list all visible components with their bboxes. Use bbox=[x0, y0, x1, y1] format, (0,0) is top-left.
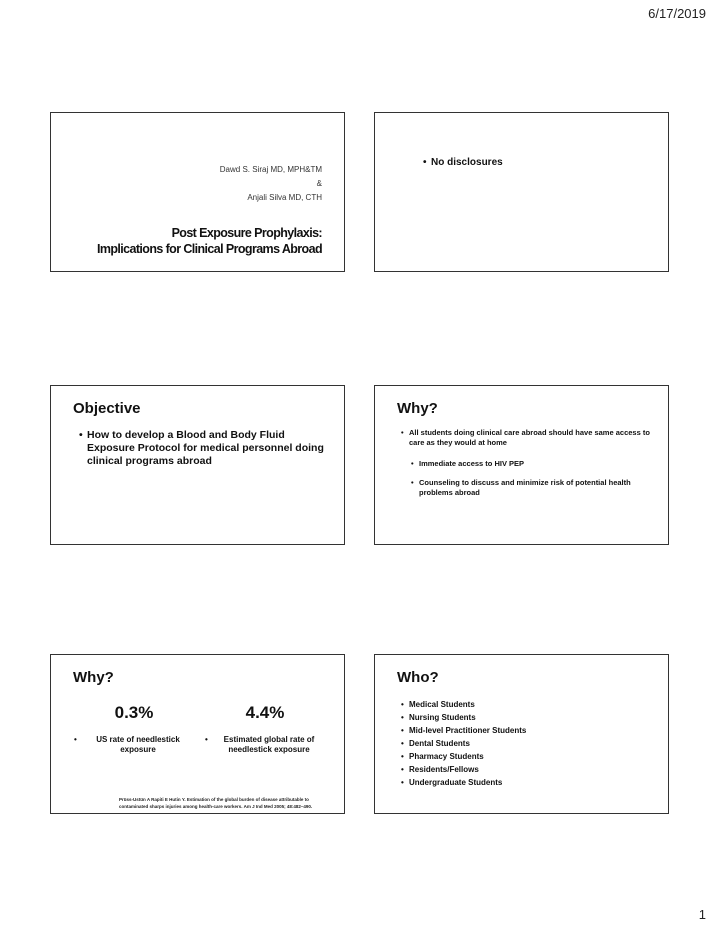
stat-value: 4.4% bbox=[245, 703, 285, 722]
list-item: • Undergraduate Students bbox=[401, 776, 526, 789]
author-line: Anjali Silva MD, CTH bbox=[247, 193, 322, 202]
slide-heading: Why? bbox=[73, 669, 114, 686]
list-item: • Pharmacy Students bbox=[401, 750, 526, 763]
disclosure-list bbox=[423, 157, 503, 168]
slide-why-stats bbox=[50, 654, 345, 814]
stat-global-rate bbox=[205, 703, 325, 755]
slide-heading: Who? bbox=[397, 669, 439, 686]
objective-list bbox=[79, 429, 329, 468]
slide-title bbox=[50, 112, 345, 272]
title-line: Post Exposure Prophylaxis: bbox=[171, 226, 322, 240]
slide-heading: Why? bbox=[397, 400, 438, 417]
list-item: • No disclosures bbox=[423, 157, 503, 168]
slide-why-access bbox=[374, 385, 669, 545]
citation-line: Prüss-Ustün A Rapiti E Hutin Y. Estimation of the global burden of disease attributable to bbox=[119, 797, 309, 802]
slide-heading: Objective bbox=[73, 400, 141, 417]
page-number: 1 bbox=[698, 907, 706, 922]
author-line: Dawd S. Siraj MD, MPH&TM bbox=[219, 165, 322, 174]
why-list bbox=[401, 428, 656, 502]
slide-authors bbox=[220, 163, 322, 205]
list-item: • How to develop a Blood and Body Fluid Exposure Protocol for medical personnel doing clinical programs abroad bbox=[79, 429, 329, 468]
list-item: • Nursing Students bbox=[401, 711, 526, 724]
list-item: • All students doing clinical care abroad should have same access to care as they would at home bbox=[401, 428, 656, 448]
list-item: • Medical Students bbox=[401, 698, 526, 711]
slide-who bbox=[374, 654, 669, 814]
page-date: 6/17/2019 bbox=[648, 6, 706, 21]
stat-label: • US rate of needlestick exposure bbox=[74, 735, 194, 755]
slide-objective bbox=[50, 385, 345, 545]
list-item: • Residents/Fellows bbox=[401, 763, 526, 776]
who-list bbox=[401, 698, 526, 789]
stat-value: 0.3% bbox=[114, 703, 154, 722]
author-line: & bbox=[316, 179, 322, 188]
list-item: • Immediate access to HIV PEP bbox=[411, 459, 656, 469]
list-item: • Counseling to discuss and minimize risk of potential health problems abroad bbox=[411, 478, 656, 498]
list-item: • Dental Students bbox=[401, 737, 526, 750]
presentation-title bbox=[97, 225, 322, 257]
citation bbox=[119, 796, 339, 810]
citation-line: contaminated sharps injuries among health-care workers. Am J Ind Med 2005; 48:482–490. bbox=[119, 804, 313, 809]
list-item: • Mid-level Practitioner Students bbox=[401, 724, 526, 737]
slide-disclosures bbox=[374, 112, 669, 272]
stat-us-rate bbox=[74, 703, 194, 755]
title-line: Implications for Clinical Programs Abroad bbox=[97, 242, 322, 256]
stat-label: • Estimated global rate of needlestick exposure bbox=[205, 735, 325, 755]
